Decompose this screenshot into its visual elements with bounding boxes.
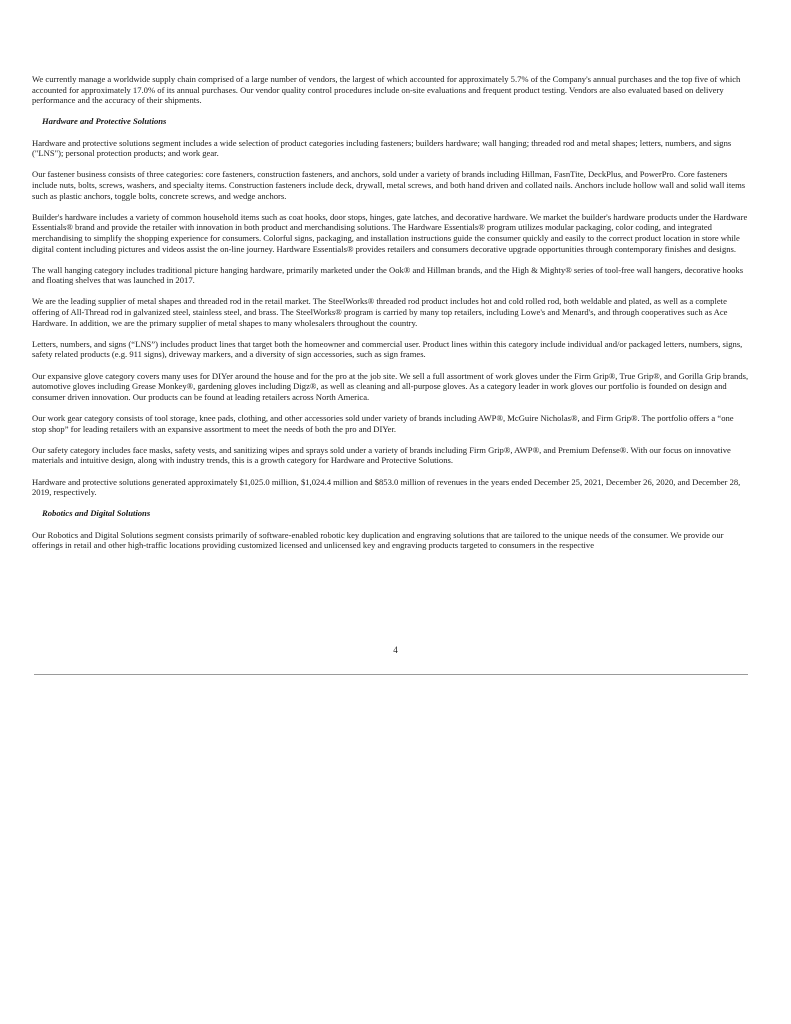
paragraph-metal-shapes: We are the leading supplier of metal shapes and threaded rod in the retail market. The SteelWorks® threaded rod product includes hot and cold rolled rod, both weldable and plated, as well as a complete offering of All-Thread rod in galvanized steel, stainless steel, and brass. The SteelWorks® program is carried by many top retailers, including Lowe's and Menard's, and through cooperatives such as Ace Hardware. In addition, we are the primary supplier of metal shapes to many wholesalers throughout the country. xyxy=(32,296,728,328)
paragraph-builders-hardware: Builder's hardware includes a variety of common household items such as coat hooks, door stops, hinges, gate latches, and decorative hardware. We market the builder's hardware products under the Hardware Essentials® brand and provide the retailer with innovation in both product and merchandising solutions. The Hardware Essentials® program utilizes modular packaging, color coding, and integrated merchandising to simplify the shopping experience for consumers. Colorful signs, packaging, and installation instructions guide the consumer quickly and easily to the correct product location in store while digital content including pictures and videos assist the on-line journey. Hardware Essentials® provides retailers and consumers decorative upgrade opportunities through contemporary finishes and designs. xyxy=(32,211,748,254)
paragraph-wall-hanging: The wall hanging category includes traditional picture hanging hardware, primarily marketed under the Ook® and Hillman brands, and the High & Mighty® series of tool-free wall hangers, decorative hooks and floating shelves that was launched in 2017. xyxy=(32,264,744,286)
page-number: 4 xyxy=(393,645,398,655)
paragraph-hps-revenue: Hardware and protective solutions generated approximately $1,025.0 million, $1,024.4 million and $853.0 million of revenues in the years ended December 25, 2021, December 26, 2020, and December 28, 2019, respectively. xyxy=(32,476,741,498)
page-divider xyxy=(34,674,748,675)
document-body xyxy=(32,74,750,551)
paragraph-fastener: Our fastener business consists of three categories: core fasteners, construction fasteners, and anchors, sold under a variety of brands including Hillman, FasnTite, DeckPlus, and PowerPro. Core fasteners include nuts, bolts, screws, washers, and specialty items. Construction fasteners include deck, drywall, metal screws, and both hand driven and collated nails. Anchors include hollow wall and solid wall items such as plastic anchors, toggle bolts, concrete screws, and wedge anchors. xyxy=(32,169,746,201)
paragraph-supply-chain: We currently manage a worldwide supply chain comprised of a large number of vendors, the largest of which accounted for approximately 5.7% of the Company's annual purchases and the top five of which accounted for approximately 17.0% of its annual purchases. Our vendor quality control procedures include on-site evaluations and frequent product testing. Vendors are also evaluated based on delivery performance and the accuracy of their shipments. xyxy=(32,74,741,106)
paragraph-work-gear: Our work gear category consists of tool storage, knee pads, clothing, and other accessories sold under variety of brands including AWP®, McGuire Nicholas®, and Firm Grip®. The portfolio offers a “one stop shop” for leading retailers with an expansive assortment to meet the needs of both the pro and DIYer. xyxy=(32,413,734,434)
paragraph-lns: Letters, numbers, and signs (“LNS”) includes product lines that target both the homeowner and commercial user. Product lines within this category include individual and/or packaged letters, numbers, signs, safety related products (e.g. 911 signs), driveway markers, and a diversity of sign accessories, such as sign frames. xyxy=(32,338,743,360)
paragraph-hps-intro: Hardware and protective solutions segment includes a wide selection of product categories including fasteners; builders hardware; wall hanging; threaded rod and metal shapes; letters, numbers, and signs ("LNS"); personal protection products; and work gear. xyxy=(32,137,732,159)
section-heading-robotics-digital: Robotics and Digital Solutions xyxy=(42,508,151,519)
section-heading-hardware-protective: Hardware and Protective Solutions xyxy=(42,116,167,127)
paragraph-safety: Our safety category includes face masks, safety vests, and sanitizing wipes and sprays sold under a variety of brands including Firm Grip®, AWP®, and Premium Defense®. With our focus on innovative materials and intuitive design, along with industry trends, this is a growth category for Hardware and Protective Solutions. xyxy=(32,444,731,466)
paragraph-glove: Our expansive glove category covers many uses for DIYer around the house and for the pro at the job site. We sell a full assortment of work gloves under the Firm Grip®, True Grip®, and Gorilla Grip brands, automotive gloves including Grease Monkey®, gardening gloves including Digz®, as well as cleaning and all-purpose gloves. As a category leader in work gloves our portfolio is founded on design and consumer driven innovation. Our products can be found at leading retailers across North America. xyxy=(32,370,749,402)
paragraph-rds-intro: Our Robotics and Digital Solutions segment consists primarily of software-enabled robotic key duplication and engraving solutions that are tailored to the unique needs of the consumer. We provide our offerings in retail and other high-traffic locations providing customized licensed and unlicensed key and engraving products targeted to consumers in the respective xyxy=(32,529,724,551)
